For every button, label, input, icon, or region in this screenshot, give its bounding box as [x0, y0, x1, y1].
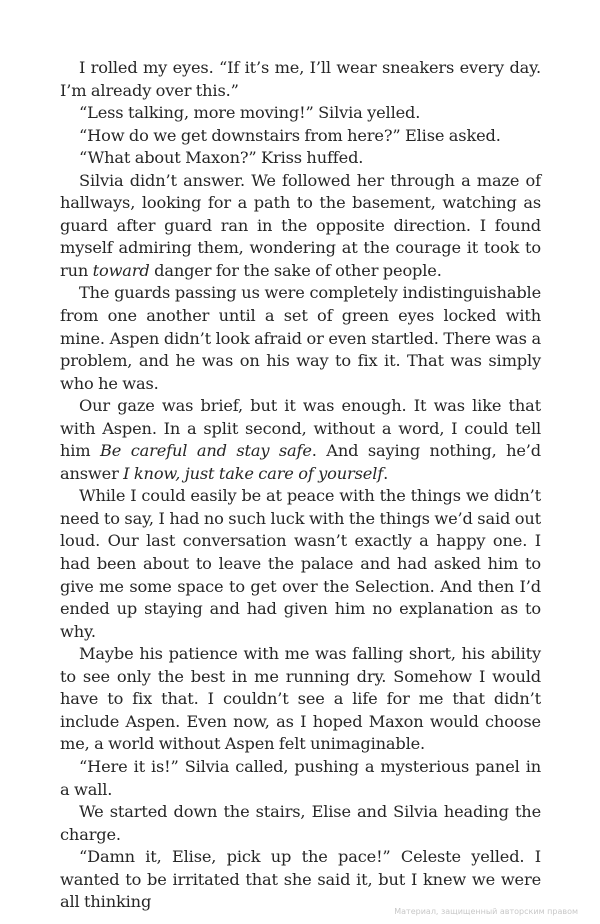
text-run: Our gaze was brief, but it was enough. It was like that with Aspen. In a split second, without a word, I could tell him [60, 396, 541, 461]
text-run: “What about Maxon?” Kriss huffed. [79, 148, 364, 168]
paragraph [60, 846, 541, 914]
paragraph [60, 147, 541, 170]
text-run: The guards passing us were completely indistinguishable from one another until a set of green eyes locked with mine. Aspen didn’t look afraid or even startled. There was a problem, and he was on his way to fix it. That was simply who he was. [60, 283, 541, 393]
text-run: I rolled my eyes. “If it’s me, I’ll wear sneakers every day. I’m already over this.” [60, 58, 541, 100]
text-run: “How do we get downstairs from here?” Elise asked. [79, 125, 501, 145]
paragraph [60, 102, 541, 125]
text-run: “Less talking, more moving!” Silvia yelled. [79, 103, 421, 123]
italic-text: I know, just take care of yourself [123, 463, 384, 483]
text-run: “Here it is!” Silvia called, pushing a mysterious panel in a wall. [60, 756, 541, 799]
text-run: Silvia didn’t answer. We followed her through a maze of hallways, looking for a path to the basement, watching as guard after guard ran in the opposite direction. I found myself admiring them, wondering at the courage it took to run [60, 170, 541, 280]
paragraph [60, 282, 541, 395]
paragraph [60, 395, 541, 485]
text-run: Maybe his patience with me was falling short, his ability to see only the best in me running dry. Somehow I would have to fix that. I couldn’t see a life for me that didn’t include Aspen. Even now, as I hoped Maxon would choose me, a world without Aspen felt unimaginable. [60, 644, 541, 754]
paragraph [60, 801, 541, 846]
text-run: . And saying nothing, he’d answer [60, 441, 541, 483]
italic-text: Be careful and stay safe [100, 441, 312, 461]
italic-text: toward [92, 260, 150, 280]
text-run: . [383, 463, 389, 483]
paragraph [60, 485, 541, 643]
paragraph [60, 57, 541, 102]
text-run: danger for the sake of other people. [149, 260, 442, 280]
text-run: While I could easily be at peace with the things we didn’t need to say, I had no such luck with the things we’d said out loud. Our last conversation wasn’t exactly a happy one. I had been about to leave the palace and had asked him to give me some space to get over the Selection. And then I’d ended up staying and had given him no explanation as to why. [60, 486, 541, 641]
paragraph [60, 756, 541, 801]
text-run: We started down the stairs, Elise and Silvia heading the charge. [60, 802, 541, 844]
page-body [60, 57, 541, 914]
paragraph [60, 125, 541, 148]
copyright-watermark: Материал, защищенный авторским правом [394, 907, 578, 916]
text-run: “Damn it, Elise, pick up the pace!” Celeste yelled. I wanted to be irritated that she said it, but I knew we were all thinking [60, 847, 541, 912]
paragraph [60, 643, 541, 756]
paragraph [60, 170, 541, 283]
